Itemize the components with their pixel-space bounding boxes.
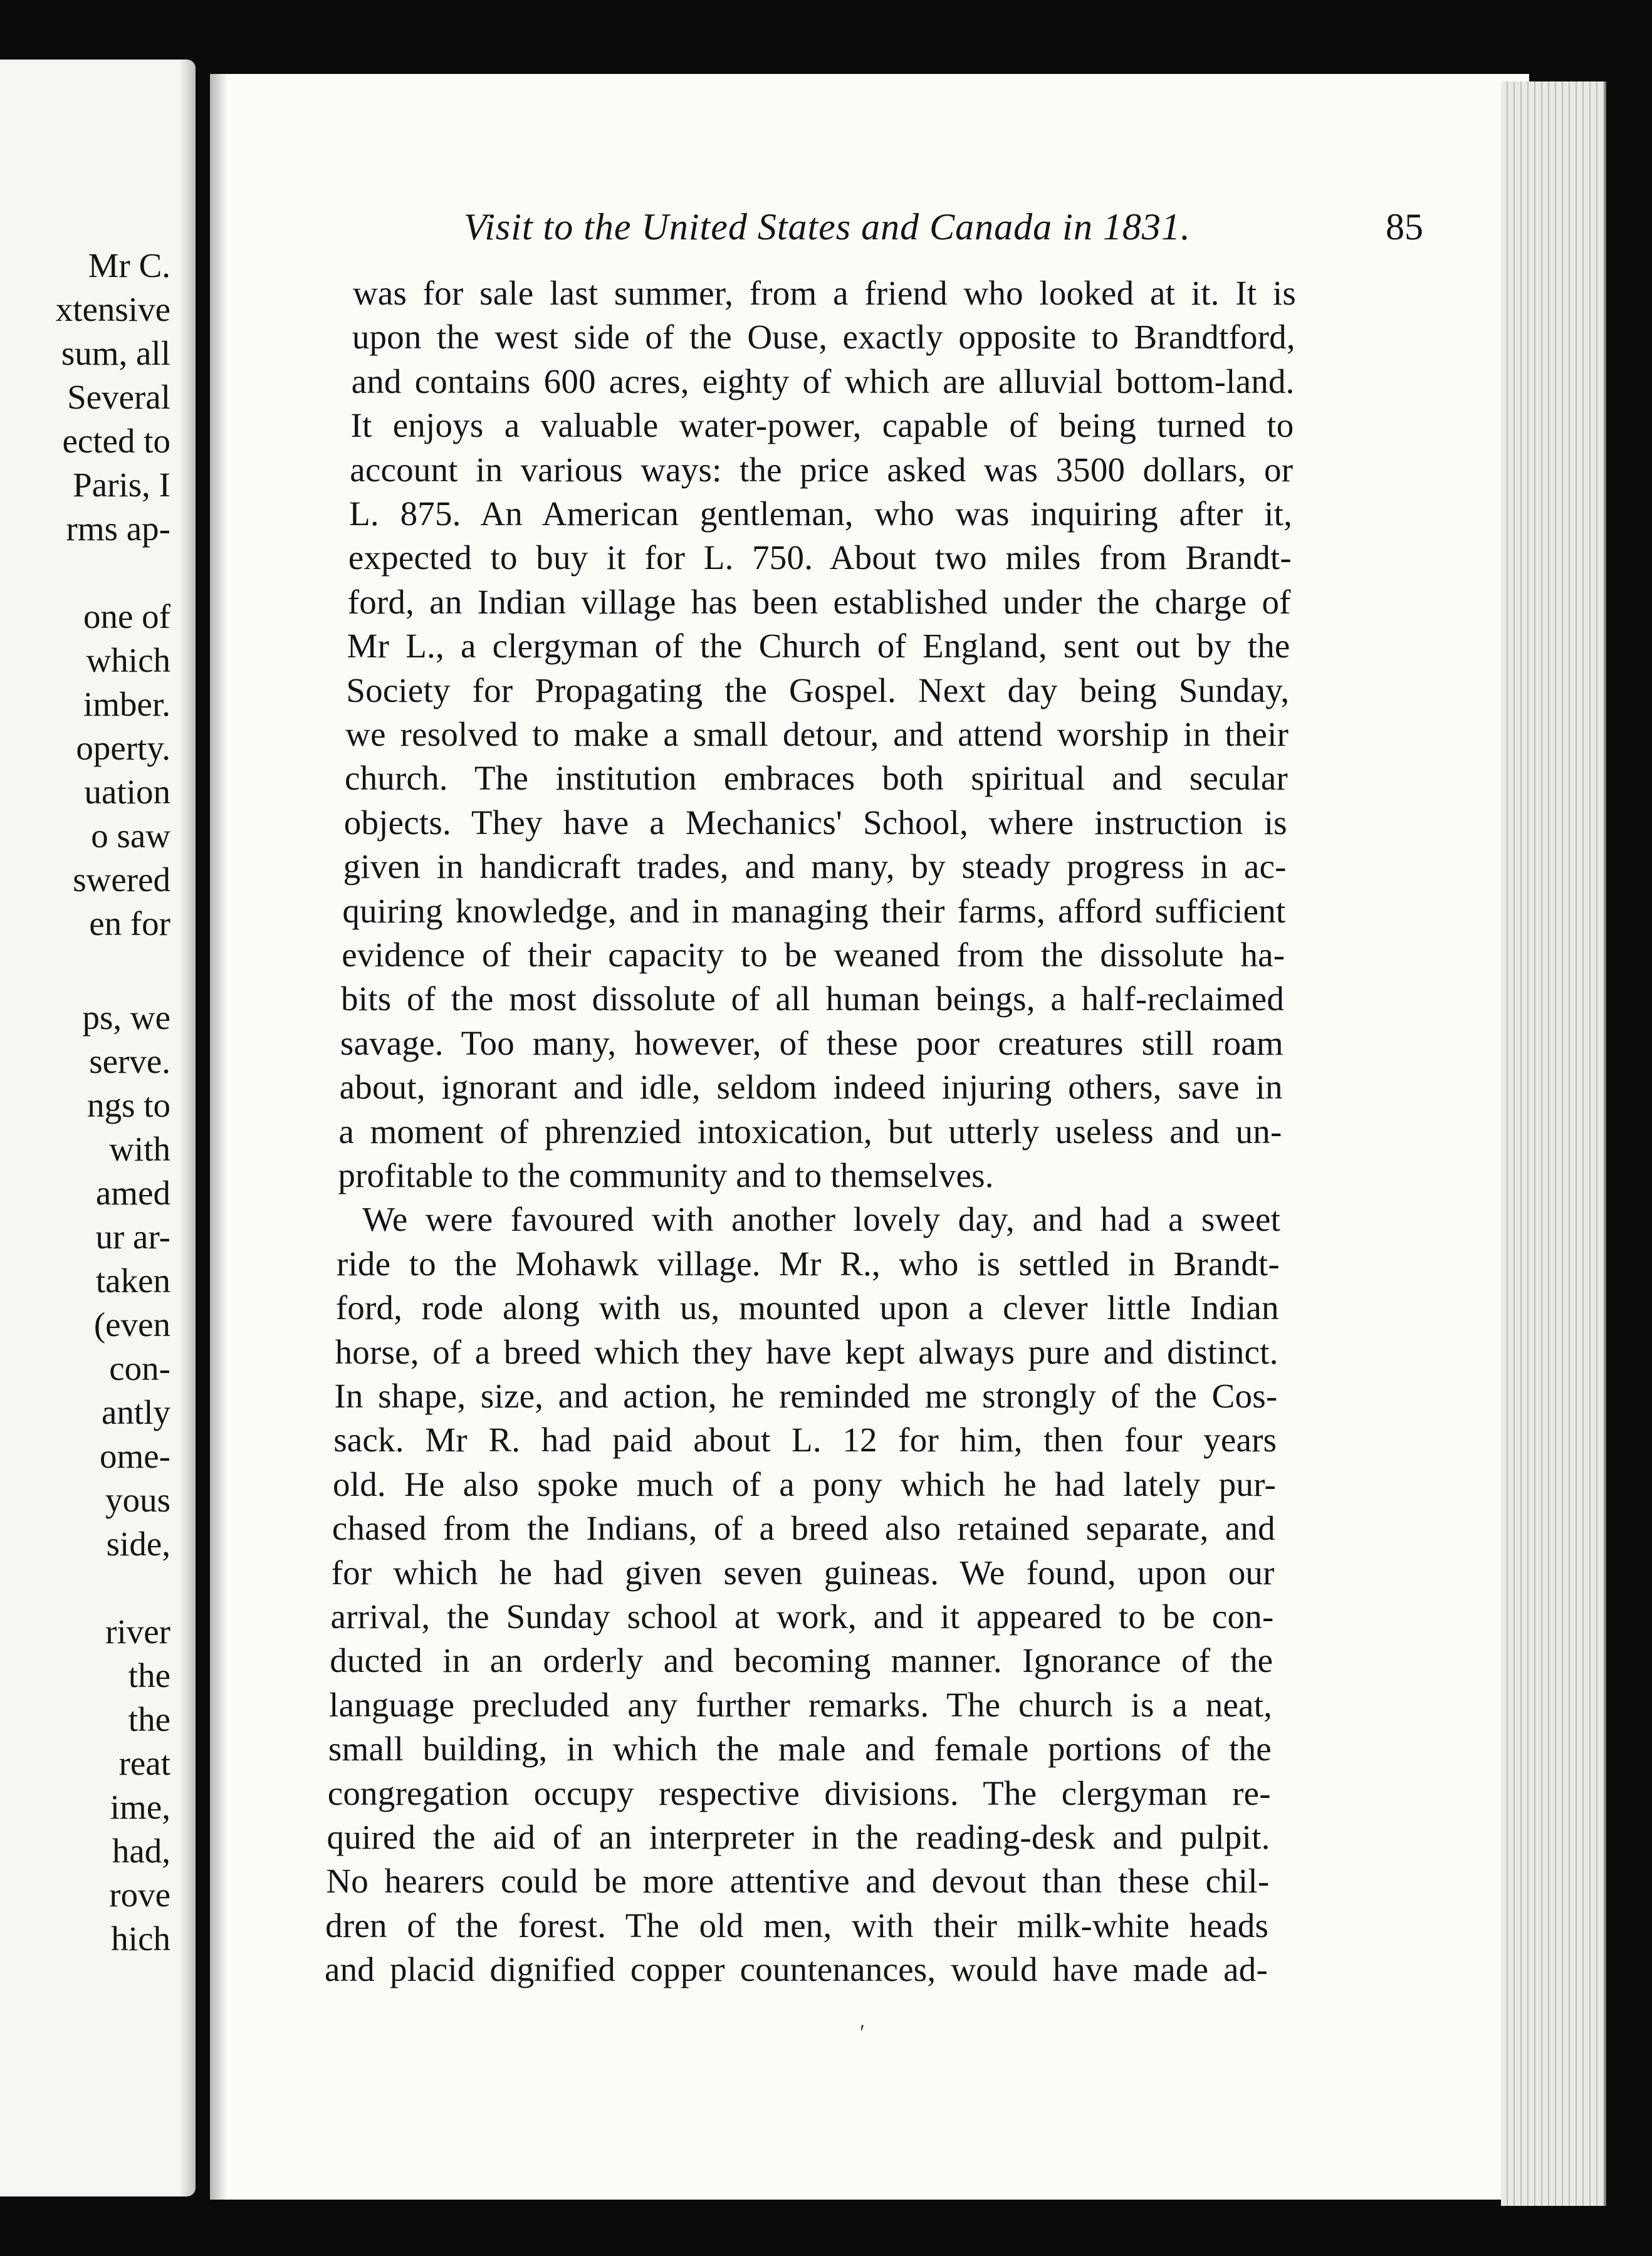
left-page-line: the [128, 1700, 170, 1738]
left-page-line: operty. [76, 729, 170, 767]
left-page-line: the [128, 1656, 170, 1695]
left-page-line: o saw [91, 817, 170, 855]
page-number: 85 [1386, 206, 1423, 248]
left-page-line: reat [118, 1744, 170, 1782]
body-line: church. The institution embraces both spiritual and secular [344, 759, 1288, 798]
body-line: about, ignorant and idle, seldom indeed injuring others, save in [339, 1068, 1283, 1107]
body-line: evidence of their capacity to be weaned from the dissolute ha- [342, 936, 1285, 974]
left-page-line: ime, [110, 1788, 170, 1826]
body-line: No hearers could be more attentive and devout than these chil- [326, 1862, 1270, 1901]
body-line: It enjoys a valuable water-power, capable of being turned to [350, 406, 1294, 445]
left-page-line: which [86, 641, 170, 679]
left-page-line: imber. [83, 685, 170, 723]
body-line: quired the aid of an interpreter in the reading-desk and pulpit. [327, 1818, 1270, 1856]
body-line: and placid dignified copper countenances, would have made ad- [325, 1950, 1268, 1989]
left-page-line: xtensive [55, 290, 170, 328]
body-line: we resolved to make a small detour, and attend worship in their [345, 715, 1289, 753]
body-line: congregation occupy respective divisions. The clergyman re- [327, 1773, 1271, 1812]
left-page-line: ur ar- [95, 1218, 170, 1256]
body-line: L. 875. An American gentleman, who was inquiring after it, [349, 494, 1293, 533]
body-line: objects. They have a Mechanics' School, where instruction is [343, 803, 1287, 842]
left-page-line: (even [93, 1305, 170, 1344]
body-line: sack. Mr R. had paid about L. 12 for him, then four years [333, 1421, 1277, 1460]
left-page-line: Paris, I [73, 466, 170, 504]
running-head: Visit to the United States and Canada in 1831. [464, 206, 1191, 248]
left-page-line: antly [102, 1393, 170, 1431]
body-line: dren of the forest. The old men, with their milk-white heads [325, 1906, 1269, 1945]
body-line: small building, in which the male and female portions of the [328, 1730, 1272, 1768]
left-page-line: hich [111, 1919, 170, 1958]
body-line: ducted in an orderly and becoming manner. Ignorance of the [330, 1641, 1273, 1680]
body-line: ford, an Indian village has been established under the charge of [347, 582, 1291, 621]
body-line: given in handicraft trades, and many, by steady progress in ac- [343, 847, 1287, 886]
left-page-line: with [109, 1130, 170, 1168]
left-page-line: amed [95, 1174, 170, 1212]
left-page-line: en for [89, 904, 170, 943]
body-line: arrival, the Sunday school at work, and it appeared to be con- [330, 1597, 1274, 1636]
body-line: ford, rode along with us, mounted upon a clever little Indian [335, 1288, 1279, 1327]
left-page-line: ected to [62, 422, 170, 460]
body-line: In shape, size, and action, he reminded me strongly of the Cos- [334, 1377, 1278, 1415]
body-line: was for sale last summer, from a friend who looked at it. It is [353, 274, 1296, 312]
body-line: a moment of phrenzied intoxication, but utterly useless and un- [338, 1112, 1282, 1151]
body-line: Mr L., a clergyman of the Church of England, sent out by the [347, 627, 1290, 666]
left-page-line: yous [105, 1481, 170, 1519]
body-line: for which he had given seven guineas. We found, upon our [331, 1553, 1275, 1592]
paragraph-first-line: We were favoured with another lovely day, and had a sweet [362, 1200, 1281, 1239]
body-line: quiring knowledge, and in managing their farms, afford sufficient [342, 891, 1286, 930]
left-page-line: rove [109, 1876, 170, 1914]
body-line: horse, of a breed which they have kept always pure and distinct. [335, 1332, 1278, 1371]
left-page-line: serve. [89, 1042, 170, 1080]
left-page-line: con- [109, 1349, 170, 1387]
body-line: savage. Too many, however, of these poor creatures still roam [340, 1023, 1283, 1062]
left-page-line: Several [67, 378, 170, 416]
left-page-line: swered [73, 860, 170, 899]
left-page-line: ngs to [87, 1086, 170, 1124]
body-line: bits of the most dissolute of all human beings, a half-reclaimed [341, 979, 1285, 1018]
body-line: and contains 600 acres, eighty of which are alluvial bottom-land. [351, 362, 1295, 400]
left-page-line: ome- [99, 1437, 170, 1475]
body-line: language precluded any further remarks. The church is a neat, [329, 1685, 1273, 1724]
body-line: upon the west side of the Ouse, exactly opposite to Brandtford, [352, 318, 1295, 357]
scan-speck: ʹ [860, 2020, 865, 2045]
left-page-line: river [105, 1612, 170, 1651]
body-line: old. He also spoke much of a pony which he had lately pur- [333, 1465, 1277, 1503]
left-page-line: one of [83, 597, 170, 635]
body-line: profitable to the community and to themselves. [338, 1156, 994, 1194]
left-page-line: rms ap- [66, 509, 170, 548]
body-line: ride to the Mohawk village. Mr R., who is settled in Brandt- [336, 1244, 1280, 1283]
body-line: Society for Propagating the Gospel. Next day being Sunday, [346, 671, 1290, 709]
left-page-line: sum, all [61, 334, 170, 372]
body-line: expected to buy it for L. 750. About two miles from Brandt- [348, 538, 1292, 577]
left-page-line: Mr C. [88, 246, 170, 285]
body-line: chased from the Indians, of a breed also retained separate, and [332, 1509, 1275, 1548]
body-line: account in various ways: the price asked was 3500 dollars, or [350, 450, 1294, 489]
left-page-line: side, [106, 1525, 170, 1563]
left-page-line: had, [112, 1832, 170, 1870]
left-page-line: taken [95, 1261, 170, 1300]
left-page-line: uation [84, 773, 170, 811]
left-page-line: ps, we [82, 998, 170, 1037]
